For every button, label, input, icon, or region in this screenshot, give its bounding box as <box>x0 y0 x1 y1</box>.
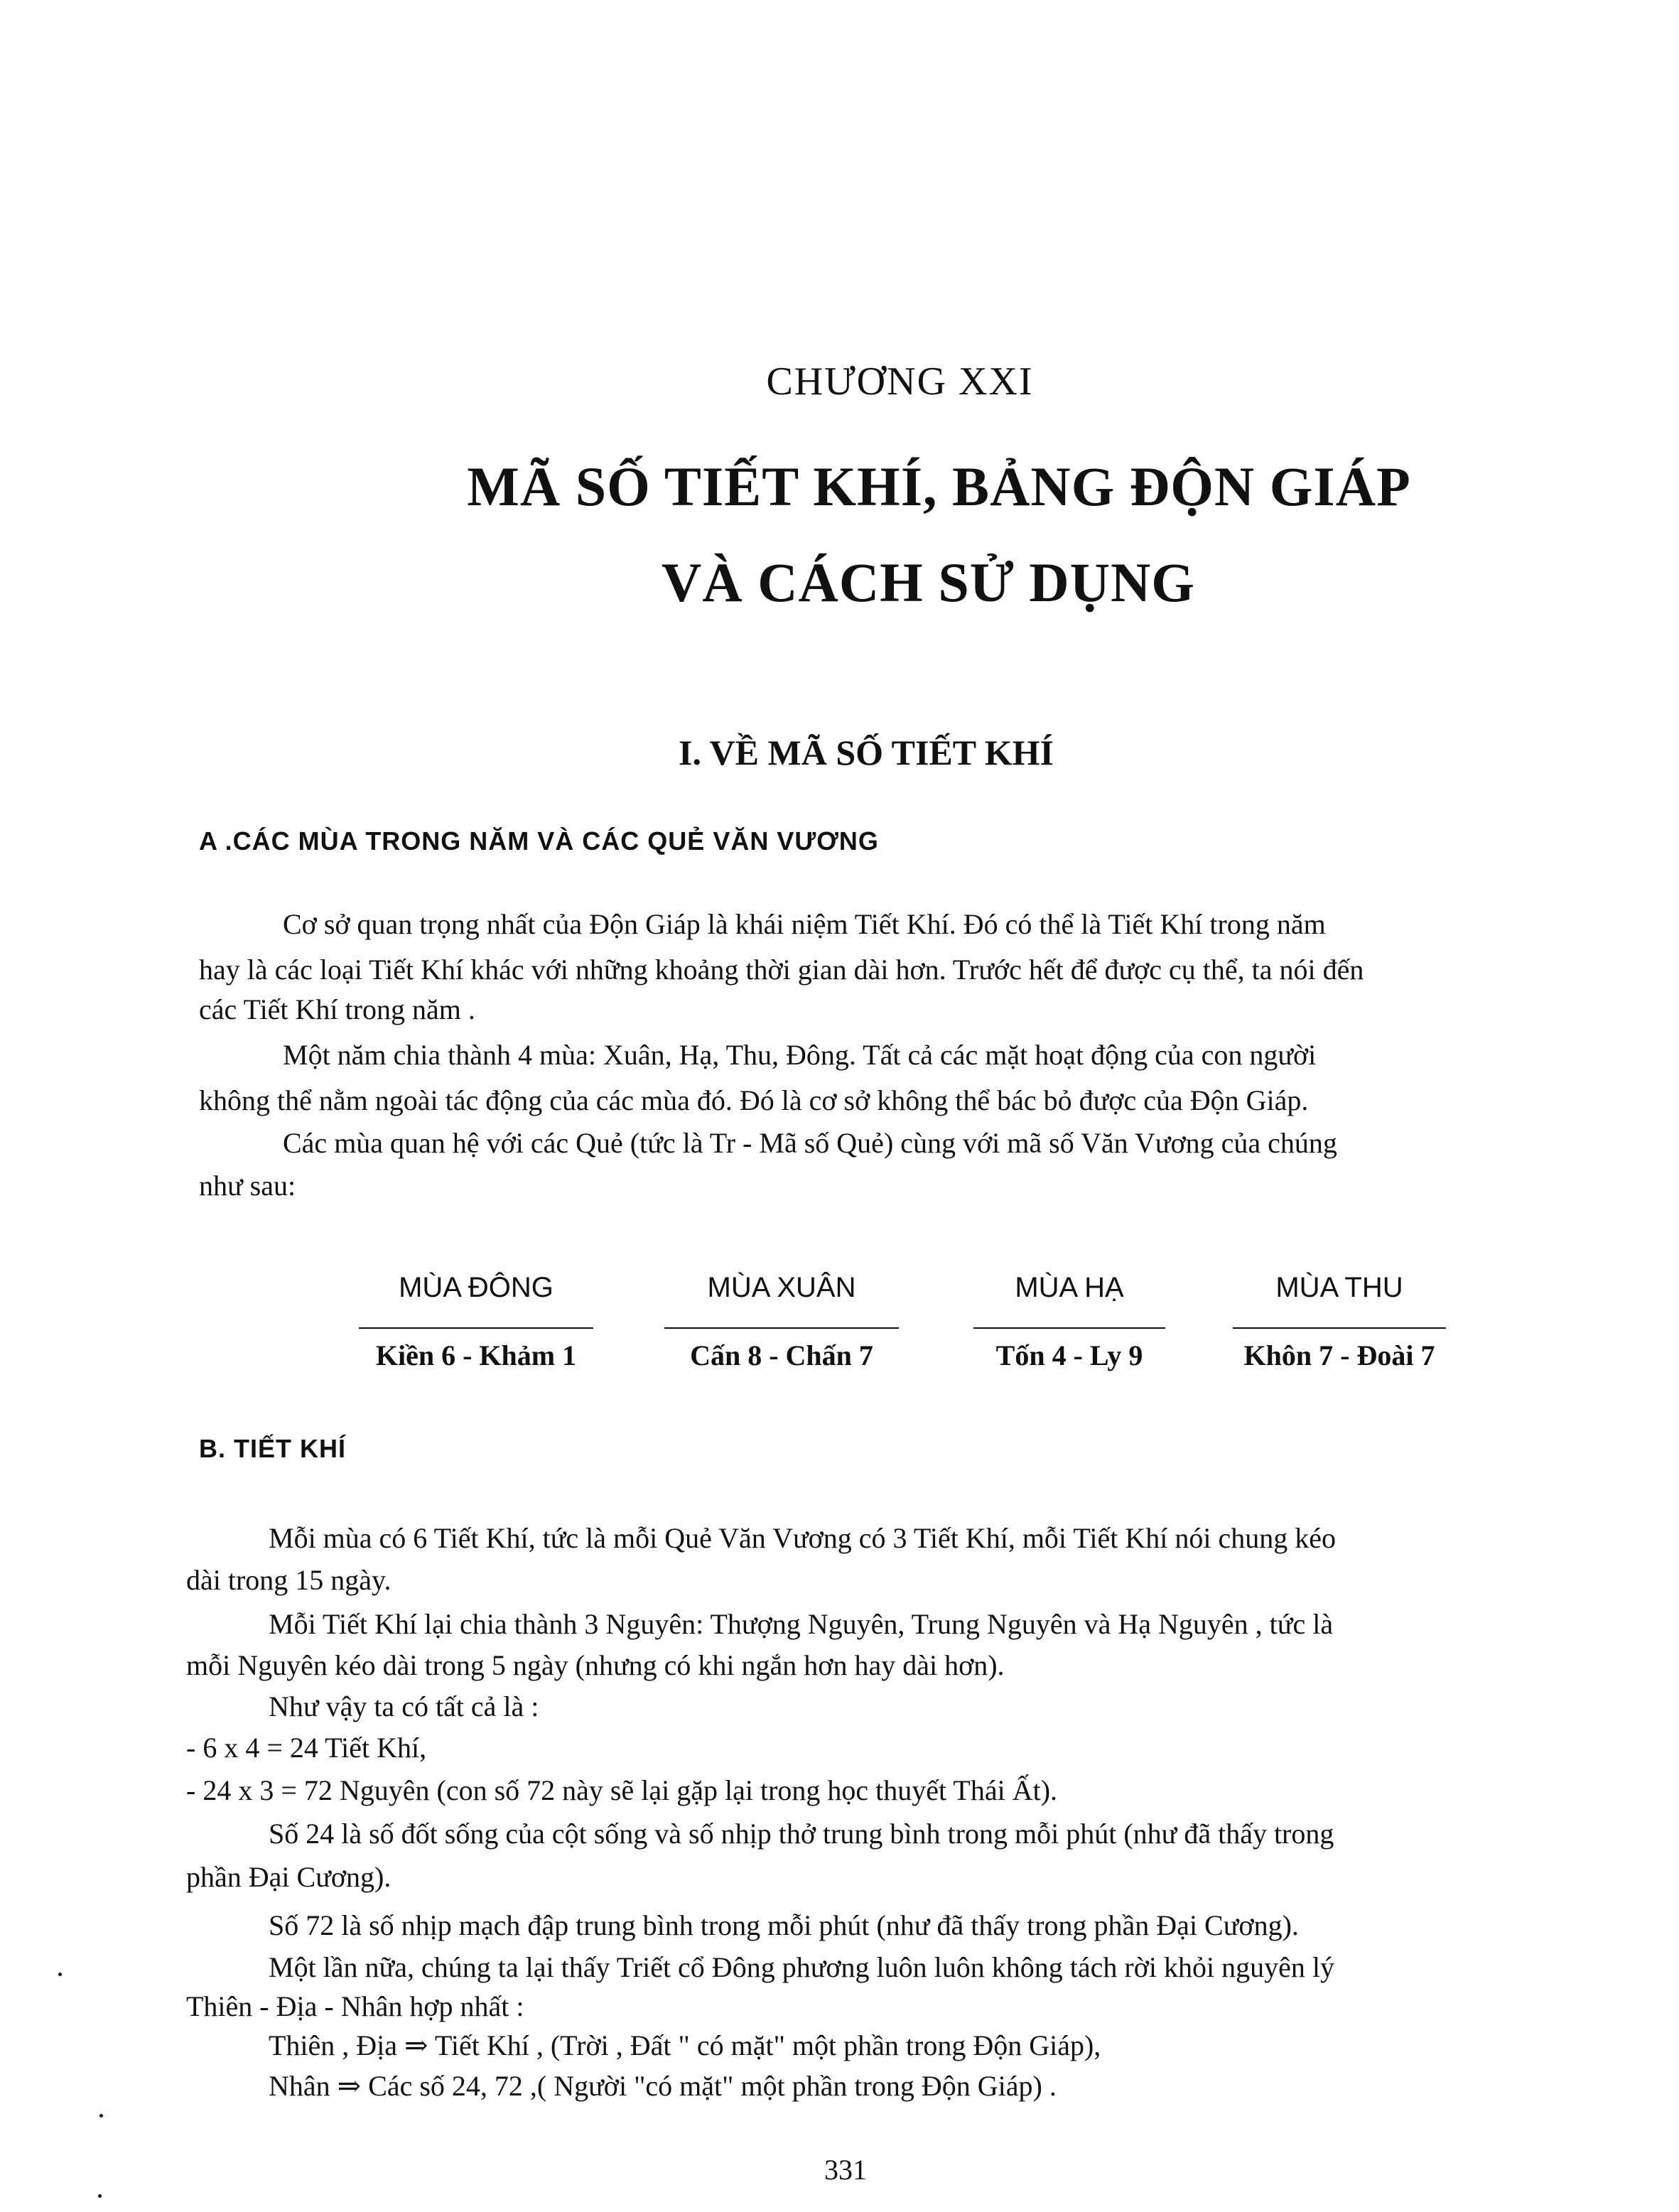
paragraph-line: Thiên , Địa ⇒ Tiết Khí , (Trời , Đất " có mặt" một phần trong Độn Giáp), <box>269 2029 1101 2061</box>
season-name: MÙA ĐÔNG <box>399 1272 554 1303</box>
season-name: MÙA HẠ <box>1015 1272 1124 1303</box>
chapter-label: CHƯƠNG XXI <box>766 360 1034 404</box>
paragraph-line: phần Đại Cương). <box>186 1861 392 1893</box>
paragraph-line: Như vậy ta có tất cả là : <box>269 1690 539 1722</box>
paragraph-line: - 6 x 4 = 24 Tiết Khí, <box>186 1732 427 1764</box>
chapter-title-line-1: MÃ SỐ TIẾT KHÍ, BẢNG ĐỘN GIÁP <box>467 455 1411 517</box>
paragraph-line: Cơ sở quan trọng nhất của Độn Giáp là khái niệm Tiết Khí. Đó có thể là Tiết Khí trong năm <box>283 908 1326 940</box>
season-name: MÙA XUÂN <box>707 1272 856 1303</box>
paragraph-line: như sau: <box>199 1170 296 1202</box>
season-code: Tốn 4 - Ly 9 <box>995 1339 1143 1371</box>
page-number: 331 <box>824 2154 867 2186</box>
paragraph-line: Số 24 là số đốt sống của cột sống và số nhịp thở trung bình trong mỗi phút (như đã thấy trong <box>269 1818 1334 1850</box>
scan-speck <box>99 2114 103 2117</box>
paragraph-line: Mỗi mùa có 6 Tiết Khí, tức là mỗi Quẻ Văn Vương có 3 Tiết Khí, mỗi Tiết Khí nói chung kéo <box>269 1522 1336 1554</box>
subsection-heading-a: A .CÁC MÙA TRONG NĂM VÀ CÁC QUẺ VĂN VƯƠNG <box>199 826 879 856</box>
paragraph-line: Một năm chia thành 4 mùa: Xuân, Hạ, Thu, Đông. Tất cả các mặt hoạt động của con người <box>283 1039 1317 1071</box>
paragraph-line: các Tiết Khí trong năm . <box>199 993 475 1025</box>
scan-speck <box>98 2194 102 2198</box>
divider <box>664 1327 899 1329</box>
divider <box>359 1327 593 1329</box>
season-spring <box>661 1272 902 1372</box>
subsection-heading-b: B. TIẾT KHÍ <box>199 1434 346 1463</box>
season-winter <box>355 1272 597 1372</box>
paragraph-line: không thể nằm ngoài tác động của các mùa đó. Đó là cơ sở không thể bác bỏ được của Độn Giáp. <box>199 1084 1309 1116</box>
paragraph-line: Mỗi Tiết Khí lại chia thành 3 Nguyên: Thượng Nguyên, Trung Nguyên và Hạ Nguyên , tức là <box>269 1608 1334 1640</box>
paragraph-line: Các mùa quan hệ với các Quẻ (tức là Tr - Mã số Quẻ) cùng với mã số Văn Vương của chúng <box>283 1127 1337 1159</box>
season-name: MÙA THU <box>1275 1272 1403 1303</box>
paragraph-line: Số 72 là số nhịp mạch đập trung bình trong mỗi phút (như đã thấy trong phần Đại Cương). <box>269 1909 1299 1941</box>
season-code: Kiền 6 - Khảm 1 <box>375 1339 577 1371</box>
paragraph-line: hay là các loại Tiết Khí khác với những khoảng thời gian dài hơn. Trước hết để được cụ thể, ta nói đến <box>199 954 1364 986</box>
season-code: Khôn 7 - Đoài 7 <box>1243 1339 1435 1371</box>
paragraph-line: Một lần nữa, chúng ta lại thấy Triết cổ Đông phương luôn luôn không tách rời khỏi nguyên lý <box>269 1951 1334 1983</box>
scan-speck <box>58 1973 62 1976</box>
paragraph-line: Thiên - Địa - Nhân hợp nhất : <box>186 1990 524 2022</box>
divider <box>1233 1327 1446 1329</box>
season-summer <box>966 1272 1172 1372</box>
paragraph-line: Nhân ⇒ Các số 24, 72 ,( Người "có mặt" một phần trong Độn Giáp) . <box>269 2070 1057 2102</box>
season-autumn <box>1219 1272 1460 1372</box>
chapter-title-line-2: VÀ CÁCH SỬ DỤNG <box>662 551 1195 613</box>
season-code: Cấn 8 - Chấn 7 <box>690 1339 873 1371</box>
paragraph-line: - 24 x 3 = 72 Nguyên (con số 72 này sẽ lại gặp lại trong học thuyết Thái Ất). <box>186 1774 1058 1806</box>
section-heading: I. VỀ MÃ SỐ TIẾT KHÍ <box>679 733 1054 772</box>
paragraph-line: mỗi Nguyên kéo dài trong 5 ngày (nhưng có khi ngắn hơn hay dài hơn). <box>186 1649 1005 1681</box>
seasons-table <box>0 1272 1679 1414</box>
divider <box>973 1327 1165 1329</box>
paragraph-line: dài trong 15 ngày. <box>186 1564 392 1596</box>
